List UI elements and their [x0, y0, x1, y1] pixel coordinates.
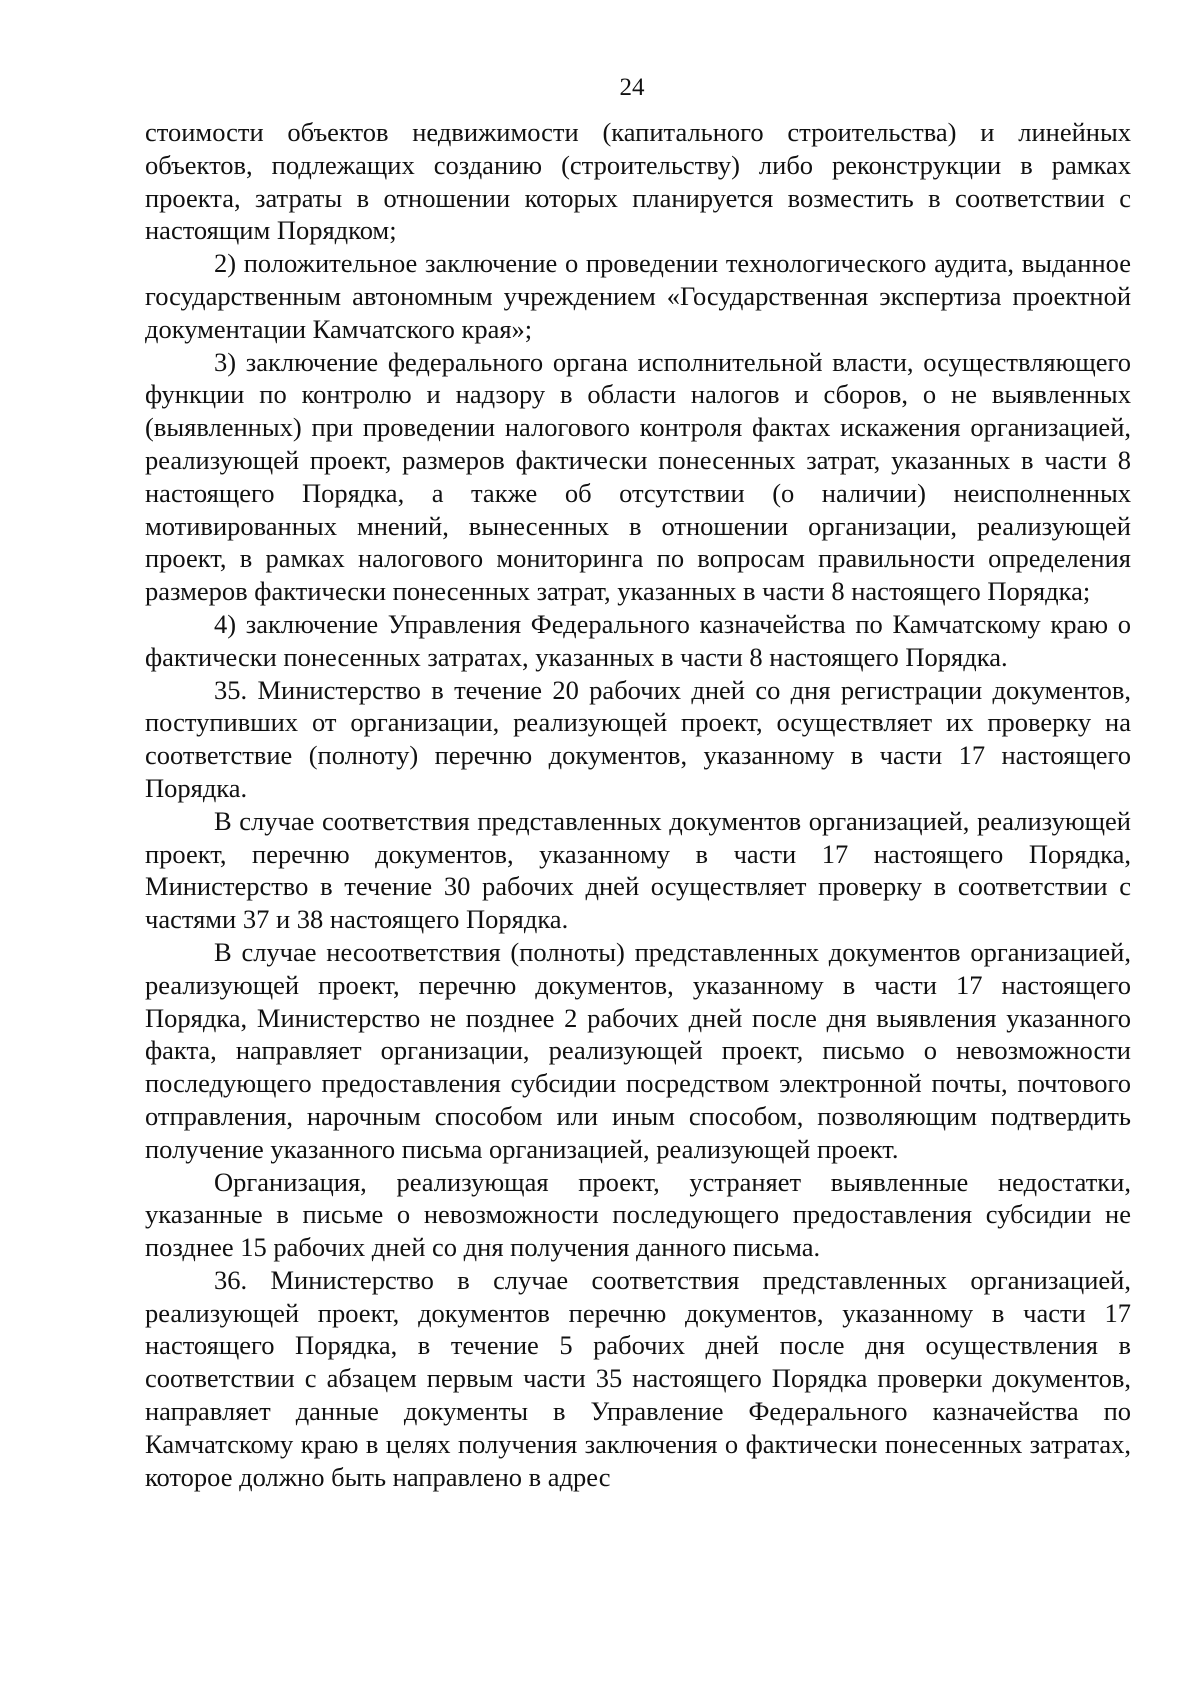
paragraph-8: Организация, реализующая проект, устраняет выявленные недостатки, указанные в письме о невозможности последующего предоставления субсидии не позднее 15 рабочих дней со дня получения данного письма. — [145, 1166, 1131, 1263]
paragraph-6: В случае соответствия представленных документов организацией, реализующей проект, перечню документов, указанному в части 17 настоящего Порядка, Министерство в течение 30 рабочих дней осуществляет проверку в соответствии с частями 37 и 38 настоящего Порядка. — [145, 805, 1131, 935]
paragraph-4: 4) заключение Управления Федерального казначейства по Камчатскому краю о фактически понесенных затратах, указанных в части 8 настоящего Порядка. — [145, 608, 1131, 672]
paragraph-5: 35. Министерство в течение 20 рабочих дней со дня регистрации документов, поступивших от организации, реализующей проект, осуществляет их проверку на соответствие (полноту) перечню документов, указанному в части 17 настоящего Порядка. — [145, 674, 1131, 803]
paragraph-9: 36. Министерство в случае соответствия представленных организацией, реализующей проект, документов перечню документов, указанному в части 17 настоящего Порядка, в течение 5 рабочих дней после дня осуществления в соответствии с абзацем первым части 35 настоящего Порядка проверки документов, направляет данные документы в Управление Федерального казначейства по Камчатскому краю в целях получения заключения о фактически понесенных затратах, которое должно быть направлено в адрес — [145, 1264, 1131, 1492]
paragraph-2: 2) положительное заключение о проведении технологического аудита, выданное государственным автономным учреждением «Государственная экспертиза проектной документации Камчатского края»; — [145, 248, 1131, 344]
document-body — [145, 116, 1131, 1493]
page-number: 24 — [619, 74, 645, 101]
paragraph-7: В случае несоответствия (полноты) представленных документов организацией, реализующей проект, перечню документов, указанному в части 17 настоящего Порядка, Министерство не позднее 2 рабочих дней после дня выявления указанного факта, направляет организации, реализующей проект, письмо о невозможности последующего предоставления субсидии посредством электронной почты, почтового отправления, нарочным способом или иным способом, позволяющим подтвердить получение указанного письма организацией, реализующей проект. — [145, 936, 1131, 1164]
paragraph-1: стоимости объектов недвижимости (капитального строительства) и линейных объектов, подлежащих созданию (строительству) либо реконструкции в рамках проекта, затраты в отношении которых планируется возместить в соответствии с настоящим Порядком; — [145, 117, 1131, 246]
paragraph-3: 3) заключение федерального органа исполнительной власти, осуществляющего функции по контролю и надзору в области налогов и сборов, о не выявленных (выявленных) при проведении налогового контроля фактах искажения организацией, реализующей проект, размеров фактически понесенных затрат, указанных в части 8 настоящего Порядка, а также об отсутствии (о наличии) неисполненных мотивированных мнений, вынесенных в отношении организации, реализующей проект, в рамках налогового мониторинга по вопросам правильности определения размеров фактически понесенных затрат, указанных в части 8 настоящего Порядка; — [145, 346, 1131, 607]
